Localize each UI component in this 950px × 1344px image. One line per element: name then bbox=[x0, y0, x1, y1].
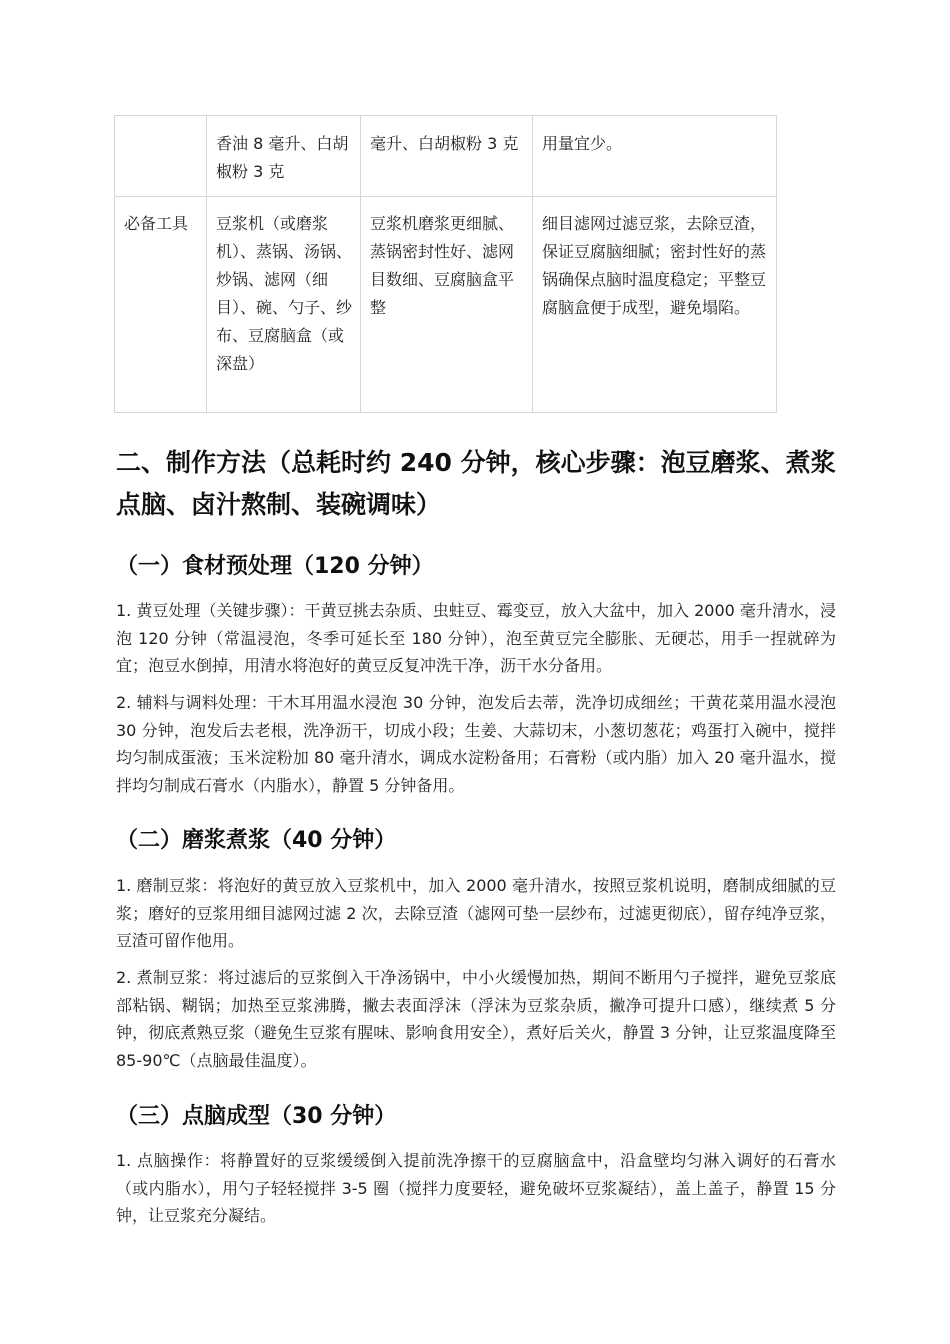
paragraph-soybean-processing: 1. 黄豆处理（关键步骤）：干黄豆挑去杂质、虫蛀豆、霉变豆，放入大盆中，加入 2000 毫升清水，浸泡 120 分钟（常温浸泡，冬季可延长至 180 分钟），泡至黄豆完全膨胀、无硬芯，用手一捏就碎为宜；泡豆水倒掉，用清水将泡好的黄豆反复冲洗干净，沥干水分备用。 bbox=[116, 601, 836, 675]
table-cell-category: 必备工具 bbox=[115, 197, 207, 413]
paragraph-grinding-soymilk: 1. 磨制豆浆：将泡好的黄豆放入豆浆机中，加入 2000 毫升清水，按照豆浆机说明，磨制成细腻的豆浆；磨好的豆浆用细目滤网过滤 2 次，去除豆渣（滤网可垫一层纱布，过滤更彻底），留存纯净豆浆，豆渣可留作他用。 bbox=[116, 876, 836, 950]
table-cell-category bbox=[115, 116, 207, 197]
table-cell-note: 细目滤网过滤豆浆，去除豆渣，保证豆腐脑细腻；密封性好的蒸锅确保点脑时温度稳定；平整豆腐脑盒便于成型，避免塌陷。 bbox=[533, 197, 777, 413]
table-cell-item: 香油 8 毫升、白胡椒粉 3 克 bbox=[207, 116, 361, 197]
table-cell-requirement: 豆浆机磨浆更细腻、蒸锅密封性好、滤网目数细、豆腐脑盒平整 bbox=[361, 197, 533, 413]
paragraph-curdling-operation: 1. 点脑操作：将静置好的豆浆缓缓倒入提前洗净擦干的豆腐脑盒中，沿盒壁均匀淋入调好的石膏水（或内脂水），用勺子轻轻搅拌 3-5 圈（搅拌力度要轻，避免破坏豆浆凝结），盖上盖子，静置 15 分钟，让豆浆充分凝结。 bbox=[116, 1151, 836, 1225]
table-cell-item: 豆浆机（或磨浆机）、蒸锅、汤锅、炒锅、滤网（细目）、碗、勺子、纱布、豆腐脑盒（或深盘） bbox=[207, 197, 361, 413]
subsection-heading-preprocess: （一）食材预处理（120 分钟） bbox=[116, 554, 434, 579]
paragraph-boiling-soymilk: 2. 煮制豆浆：将过滤后的豆浆倒入干净汤锅中，中小火缓慢加热，期间不断用勺子搅拌，避免豆浆底部粘锅、糊锅；加热至豆浆沸腾，撇去表面浮沫（浮沫为豆浆杂质，撇净可提升口感），继续煮 5 分钟，彻底煮熟豆浆（避免生豆浆有腥味、影响食用安全），煮好后关火，静置 3 分钟，让豆浆温度降至 85-90℃（点脑最佳温度）。 bbox=[116, 968, 836, 1070]
table-cell-note: 用量宜少。 bbox=[533, 116, 777, 197]
paragraph-ingredient-processing: 2. 辅料与调料处理：干木耳用温水浸泡 30 分钟，泡发后去蒂，洗净切成细丝；干黄花菜用温水浸泡 30 分钟，泡发后去老根，洗净沥干，切成小段；生姜、大蒜切末，小葱切葱花；鸡蛋打入碗中，搅拌均匀制成蛋液；玉米淀粉加 80 毫升清水，调成水淀粉备用；石膏粉（或内脂）加入 20 毫升温水，搅拌均匀制成石膏水（内脂水），静置 5 分钟备用。 bbox=[116, 693, 836, 795]
table-row bbox=[115, 197, 777, 413]
ingredients-tools-table bbox=[114, 115, 777, 413]
table-row bbox=[115, 116, 777, 197]
table-cell-requirement: 毫升、白胡椒粉 3 克 bbox=[361, 116, 533, 197]
section-heading-method: 二、制作方法（总耗时约 240 分钟，核心步骤：泡豆磨浆、煮浆点脑、卤汁熬制、装碗调味） bbox=[116, 448, 836, 519]
subsection-heading-grinding: （二）磨浆煮浆（40 分钟） bbox=[116, 828, 397, 853]
subsection-heading-curdling: （三）点脑成型（30 分钟） bbox=[116, 1104, 397, 1129]
